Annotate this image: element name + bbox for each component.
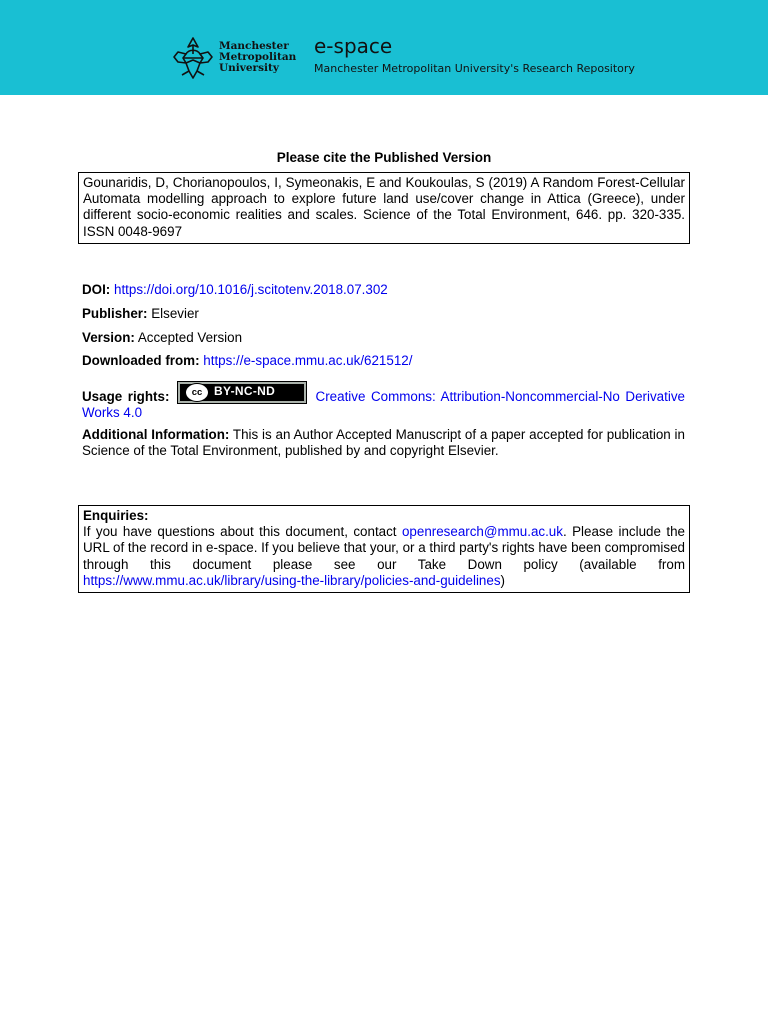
publisher-label: Publisher: <box>82 306 148 321</box>
cite-heading: Please cite the Published Version <box>276 150 492 165</box>
citation-box <box>78 172 690 244</box>
doi-label: DOI: <box>82 282 111 297</box>
logo-line-3: University <box>219 62 279 74</box>
citation-text: Gounaridis, D, Chorianopoulos, I, Symeonakis, E and Koukoulas, S (2019) A Random Forest-Cellular Automata modelling approach to explore future land use/cover change in Attica (Greece), under different socio-economic realities and scales. Science of the Total Environment, 646. pp. 320-335. ISSN 0048-9697 <box>83 175 685 239</box>
usage-label: Usage rights: <box>82 389 170 404</box>
enquiries-box <box>78 505 690 593</box>
additional-label: Additional Information: <box>82 427 230 442</box>
version-row <box>82 330 685 346</box>
enquiries-text-3: ) <box>500 572 505 588</box>
additional-value: This is an Author Accepted Manuscript of a paper accepted for publication in Science of the Total Environment, published by and copyright Elsevier. <box>82 427 685 459</box>
header-banner <box>0 0 768 95</box>
publisher-row <box>82 306 685 322</box>
usage-row <box>82 381 685 421</box>
cc-license-badge[interactable] <box>177 381 307 404</box>
downloaded-row <box>82 353 685 369</box>
doi-row <box>82 282 685 298</box>
cc-badge-label: BY-NC-ND <box>213 384 276 398</box>
downloaded-label: Downloaded from: <box>82 353 200 368</box>
contact-email-link[interactable]: openresearch@mmu.ac.uk <box>401 524 563 540</box>
record-link[interactable]: https://e-space.mmu.ac.uk/621512/ <box>203 353 413 368</box>
enquiries-text-2: . Please include the URL of the record in e-space. If you believe that your, or a third party's rights have been compromised through this document please see our Take Down policy (available from <box>83 524 685 572</box>
doi-link[interactable]: https://doi.org/10.1016/j.scitotenv.2018.07.302 <box>114 282 388 297</box>
cc-icon: cc <box>185 383 209 402</box>
additional-info-row <box>82 427 685 459</box>
logo-line-1: Manchester <box>219 40 289 52</box>
publisher-value: Elsevier <box>151 306 199 321</box>
version-value: Accepted Version <box>137 330 243 345</box>
mmu-logo-icon <box>170 35 216 81</box>
enquiries-title: Enquiries: <box>83 508 149 523</box>
policy-link[interactable]: https://www.mmu.ac.uk/library/using-the-library/policies-and-guidelines <box>83 572 501 588</box>
logo-line-2: Metropolitan <box>219 51 297 63</box>
license-link[interactable]: Creative Commons: Attribution-Noncommercial-No Derivative Works 4.0 <box>82 389 685 421</box>
enquiries-text-1: If you have questions about this document, contact <box>83 524 397 540</box>
repository-subtitle: Manchester Metropolitan University's Research Repository <box>314 62 635 75</box>
repository-name: e-space <box>314 34 393 58</box>
mmu-logo-text <box>219 41 309 74</box>
version-label: Version: <box>82 330 135 345</box>
